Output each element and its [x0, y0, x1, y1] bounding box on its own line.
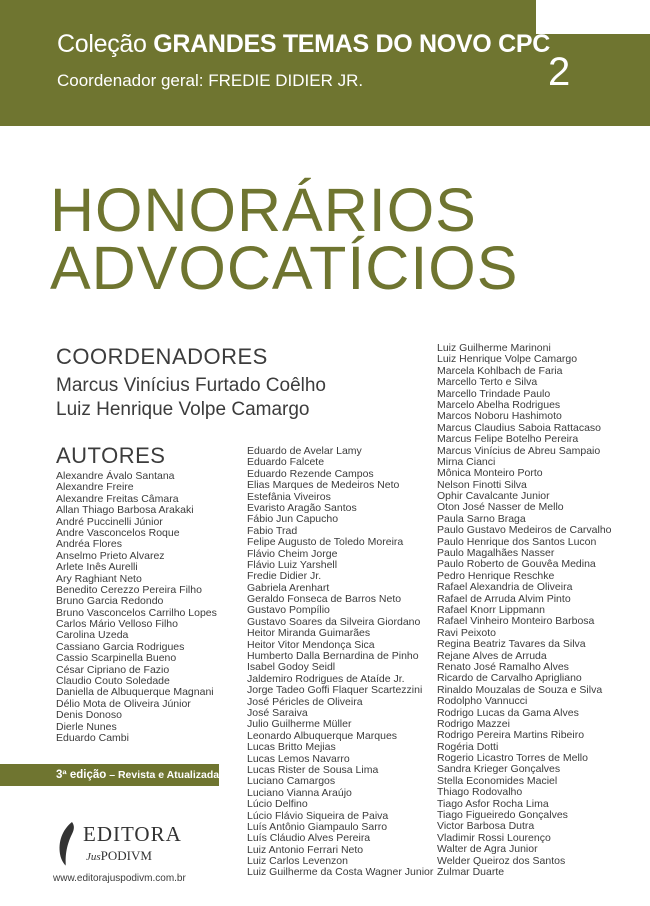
author-name: Ophir Cavalcante Junior	[437, 490, 550, 503]
general-coordinator: Coordenador geral: FREDIE DIDIER JR.	[57, 71, 364, 90]
authors-column-2	[247, 446, 433, 879]
author-name: Zulmar Duarte	[437, 865, 505, 878]
author-name: Estefânia Viveiros	[247, 490, 331, 503]
book-title-line1: HONORÁRIOS	[50, 176, 477, 244]
author-name: Lucas Britto Mejias	[247, 741, 336, 754]
author-name: Heitor Miranda Guimarães	[247, 627, 371, 640]
author-name: Luciano Vianna Araújo	[247, 786, 352, 799]
author-name: Geraldo Fonseca de Barros Neto	[247, 593, 402, 606]
author-name: Luciano Camargos	[247, 775, 336, 788]
series-name: GRANDES TEMAS DO NOVO CPC	[153, 30, 550, 58]
quill-logo-icon	[54, 820, 78, 868]
author-name: Rafael Knorr Lippmann	[437, 603, 545, 616]
author-name: Leonardo Albuquerque Marques	[247, 729, 398, 742]
author-name: Alexandre Freitas Câmara	[56, 492, 179, 505]
edition-banner	[0, 764, 219, 786]
author-name: Carlos Mário Velloso Filho	[56, 618, 178, 631]
author-name: Anselmo Prieto Alvarez	[56, 549, 165, 562]
authors-column-1	[56, 471, 217, 744]
author-name: Stella Economides Maciel	[437, 774, 558, 787]
author-name: César Cipriano de Fazio	[56, 663, 170, 676]
author-name: Lúcio Flávio Siqueira de Paiva	[247, 809, 389, 822]
author-name: Benedito Cerezzo Pereira Filho	[56, 583, 202, 596]
author-name: Alexandre Ávalo Santana	[56, 470, 175, 482]
author-name: Rafael Alexandria de Oliveira	[437, 581, 573, 594]
author-name: Allan Thiago Barbosa Arakaki	[56, 504, 194, 517]
imprint-name: PODIVM	[100, 848, 152, 863]
author-name: Lúcio Delfino	[247, 798, 308, 811]
author-name: Ary Raghiant Neto	[56, 572, 142, 585]
author-name: Fábio Jun Capucho	[247, 513, 339, 526]
author-name: Marcelo Abelha Rodrigues	[437, 398, 561, 411]
author-name: Claudio Couto Soledade	[56, 675, 170, 688]
coordinators-heading: COORDENADORES	[56, 344, 268, 369]
author-name: Thiago Rodovalho	[437, 786, 523, 799]
edition-suffix: – Revista e Atualizada	[106, 769, 220, 781]
author-name: Lucas Rister de Sousa Lima	[247, 763, 379, 776]
author-name: Rodrigo Mazzei	[437, 717, 510, 730]
author-name: Felipe Augusto de Toledo Moreira	[247, 536, 404, 549]
author-name: Rodrigo Pereira Martins Ribeiro	[437, 729, 585, 742]
author-name: Renato José Ramalho Alves	[437, 660, 569, 673]
publisher-imprint	[86, 848, 152, 864]
author-name: Gustavo Pompílio	[247, 604, 330, 617]
author-name: Cassiano Garcia Rodrigues	[56, 640, 185, 653]
author-name: José Saraiva	[247, 706, 308, 719]
author-name: Rafael de Arruda Alvim Pinto	[437, 592, 571, 605]
author-name: Cassio Scarpinella Bueno	[56, 652, 177, 665]
author-name: Rodrigo Lucas da Gama Alves	[437, 706, 579, 719]
author-name: Bruno Vasconcelos Carrilho Lopes	[56, 606, 217, 619]
author-name: Luís Cláudio Alves Pereira	[247, 832, 371, 845]
author-name: Jaldemiro Rodrigues de Ataíde Jr.	[247, 672, 405, 685]
author-name: Julio Guilherme Müller	[247, 718, 352, 731]
author-name: Marcello Terto e Silva	[437, 376, 538, 389]
volume-number: 2	[548, 50, 571, 94]
author-name: Tiago Asfor Rocha Lima	[437, 797, 549, 810]
author-name: Ricardo de Carvalho Aprigliano	[437, 672, 582, 685]
author-name: Mônica Monteiro Porto	[437, 467, 543, 480]
imprint-prefix: Jus	[86, 851, 101, 863]
author-name: Marcus Felipe Botelho Pereira	[437, 433, 579, 446]
author-name: Nelson Finotti Silva	[437, 478, 527, 491]
author-name: Gustavo Soares da Silveira Giordano	[247, 615, 421, 628]
author-name: Pedro Henrique Reschke	[437, 569, 555, 582]
author-name: Marcus Vinícius de Abreu Sampaio	[437, 444, 601, 457]
publisher-url: www.editorajuspodivm.com.br	[53, 873, 186, 884]
author-name: Denis Donoso	[56, 709, 122, 722]
author-name: Andre Vasconcelos Roque	[56, 526, 180, 539]
author-name: Rafael Vinheiro Monteiro Barbosa	[437, 615, 595, 628]
author-name: Sandra Krieger Gonçalves	[437, 763, 561, 776]
author-name: Paula Sarno Braga	[437, 512, 526, 525]
author-name: Welder Queiroz dos Santos	[437, 854, 566, 867]
author-name: Eduardo Rezende Campos	[247, 467, 374, 480]
author-name: Andréa Flores	[56, 538, 122, 551]
author-name: Mirna Cianci	[437, 455, 496, 468]
author-name: Paulo Roberto de Gouvêa Medina	[437, 558, 596, 571]
coordinator-name: Marcus Vinícius Furtado Coêlho	[56, 375, 326, 396]
author-name: Eduardo Falcete	[247, 456, 325, 469]
authors-column-3	[437, 343, 612, 878]
author-name: Marcela Kohlbach de Faria	[437, 364, 563, 377]
author-name: Elias Marques de Medeiros Neto	[247, 479, 400, 492]
author-name: Ravi Peixoto	[437, 626, 496, 639]
author-name: Regina Beatriz Tavares da Silva	[437, 638, 586, 651]
author-name: André Puccinelli Júnior	[56, 515, 163, 528]
author-name: Luiz Guilherme da Costa Wagner Junior	[247, 866, 434, 879]
volume-tab	[536, 0, 650, 34]
author-name: Luiz Guilherme Marinoni	[437, 342, 551, 354]
author-name: Eduardo Cambi	[56, 731, 129, 744]
author-name: Isabel Godoy Seidl	[247, 661, 336, 674]
author-name: Flávio Cheim Jorge	[247, 547, 338, 560]
author-name: Heitor Vitor Mendonça Sica	[247, 638, 375, 651]
authors-heading: AUTORES	[56, 443, 166, 468]
author-name: Paulo Magalhães Nasser	[437, 547, 555, 560]
author-name: Paulo Henrique dos Santos Lucon	[437, 535, 597, 548]
author-name: Bruno Garcia Redondo	[56, 595, 164, 608]
book-title-line2: ADVOCATÍCIOS	[50, 234, 519, 302]
author-name: Daniella de Albuquerque Magnani	[56, 686, 214, 699]
author-name: Fredie Didier Jr.	[247, 570, 322, 583]
author-name: Luiz Carlos Levenzon	[247, 855, 348, 868]
author-name: Evaristo Aragão Santos	[247, 501, 357, 514]
author-name: Luiz Henrique Volpe Camargo	[437, 353, 578, 366]
author-name: Humberto Dalla Bernardina de Pinho	[247, 650, 419, 663]
author-name: Vladimir Rossi Lourenço	[437, 831, 551, 844]
author-name: Dierle Nunes	[56, 720, 117, 733]
coordinator-name: Luiz Henrique Volpe Camargo	[56, 399, 310, 420]
author-name: Paulo Gustavo Medeiros de Carvalho	[437, 524, 612, 537]
author-name: Oton José Nasser de Mello	[437, 501, 564, 514]
edition-label: 3ª edição	[56, 769, 107, 781]
author-name: Marcus Claudius Saboia Rattacaso	[437, 421, 602, 434]
author-name: José Péricles de Oliveira	[247, 695, 363, 708]
author-name: Lucas Lemos Navarro	[247, 752, 350, 765]
author-name: Luís Antônio Giampaulo Sarro	[247, 820, 388, 833]
author-name: Rogerio Licastro Torres de Mello	[437, 752, 588, 765]
author-name: Marcello Trindade Paulo	[437, 387, 551, 400]
series-title	[57, 30, 550, 59]
series-prefix: Coleção	[57, 30, 154, 58]
publisher-name: EDITORA	[83, 822, 182, 846]
author-name: Carolina Uzeda	[56, 629, 129, 642]
author-name: Tiago Figueiredo Gonçalves	[437, 809, 568, 822]
author-name: Rinaldo Mouzalas de Souza e Silva	[437, 683, 603, 696]
author-name: Rogéria Dotti	[437, 740, 499, 753]
author-name: Eduardo de Avelar Lamy	[247, 445, 362, 457]
author-name: Victor Barbosa Dutra	[437, 820, 535, 833]
author-name: Marcos Noboru Hashimoto	[437, 410, 562, 423]
author-name: Rejane Alves de Arruda	[437, 649, 547, 662]
author-name: Rodolpho Vannucci	[437, 695, 528, 708]
author-name: Alexandre Freire	[56, 481, 134, 494]
author-name: Luiz Antonio Ferrari Neto	[247, 843, 364, 856]
author-name: Gabriela Arenhart	[247, 581, 330, 594]
author-name: Arlete Inês Aurelli	[56, 561, 138, 574]
author-name: Flávio Luiz Yarshell	[247, 558, 338, 571]
author-name: Fabio Trad	[247, 524, 298, 537]
author-name: Délio Mota de Oliveira Júnior	[56, 697, 191, 710]
author-name: Jorge Tadeo Goffi Flaquer Scartezzini	[247, 684, 423, 697]
author-name: Walter de Agra Junior	[437, 843, 538, 856]
